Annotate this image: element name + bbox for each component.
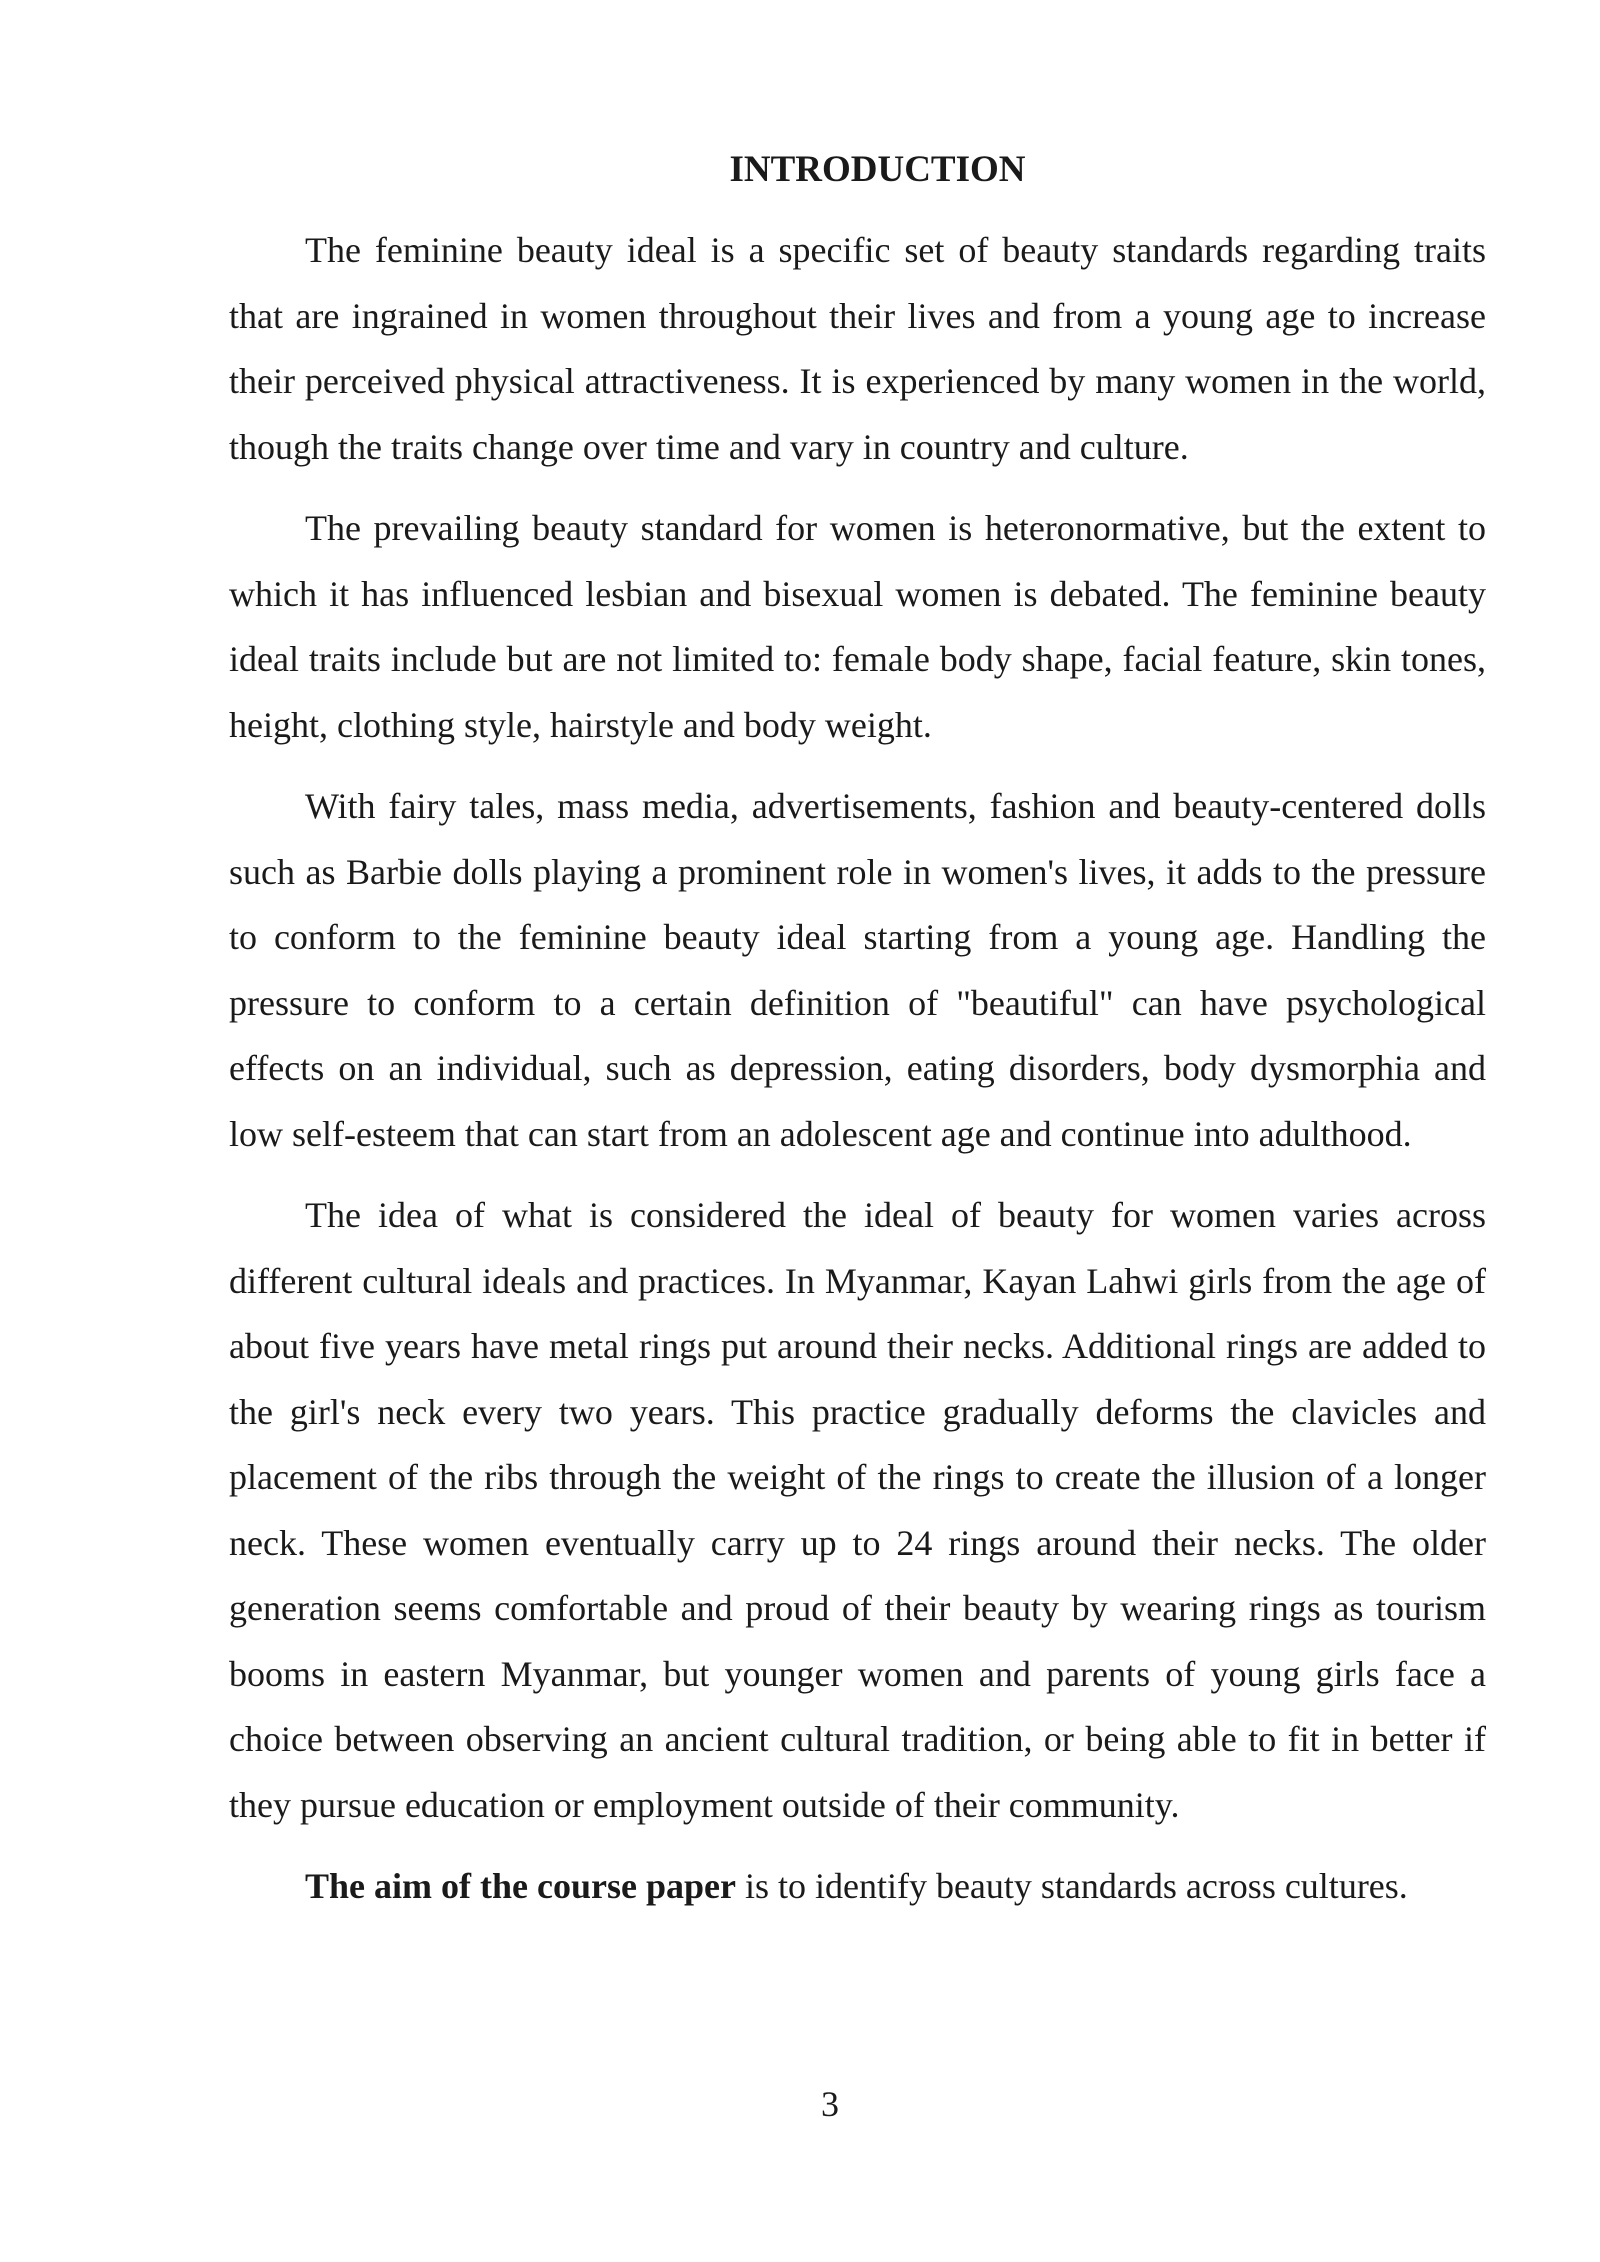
page-heading: INTRODUCTION [729,149,1026,190]
page-number: 3 [821,2084,839,2124]
paragraph-4: The idea of what is considered the ideal of beauty for women varies across different cultural ideals and practices. In Myanmar, Kayan Lahwi girls from the age of about five years have metal rings put around their necks. Additional rings are added to the girl's neck every two years. This practice gradually deforms the clavicles and placement of the ribs through the weight of the rings to create the illusion of a longer neck. These women eventually carry up to 24 rings around their necks. The older generation seems comfortable and proud of their beauty by wearing rings as tourism booms in eastern Myanmar, but younger women and parents of young girls face a choice between observing an ancient cultural tradition, or being able to fit in better if they pursue education or employment outside of their community. [229,1195,1486,1825]
paragraph-2: The prevailing beauty standard for women is heteronormative, but the extent to which it has influenced lesbian and bisexual women is debated. The feminine beauty ideal traits include but are not limited to: female body shape, facial feature, skin tones, height, clothing style, hairstyle and body weight. [229,508,1486,745]
aim-bold-phrase: The aim of the course paper [305,1866,736,1907]
aim-paragraph [229,1854,1486,1920]
aim-text: is to identify beauty standards across cultures. [735,1866,1408,1907]
page-body [229,148,1486,1936]
paragraph-3: With fairy tales, mass media, advertisements, fashion and beauty-centered dolls such as Barbie dolls playing a prominent role in women's lives, it adds to the pressure to conform to the feminine beauty ideal starting from a young age. Handling the pressure to conform to a certain definition of "beautiful" can have psychological effects on an individual, such as depression, eating disorders, body dysmorphia and low self-esteem that can start from an adolescent age and continue into adulthood. [229,786,1486,1154]
paragraph-1: The feminine beauty ideal is a specific set of beauty standards regarding traits that are ingrained in women throughout their lives and from a young age to increase their perceived physical attractiveness. It is experienced by many women in the world, though the traits change over time and vary in country and culture. [229,230,1486,467]
